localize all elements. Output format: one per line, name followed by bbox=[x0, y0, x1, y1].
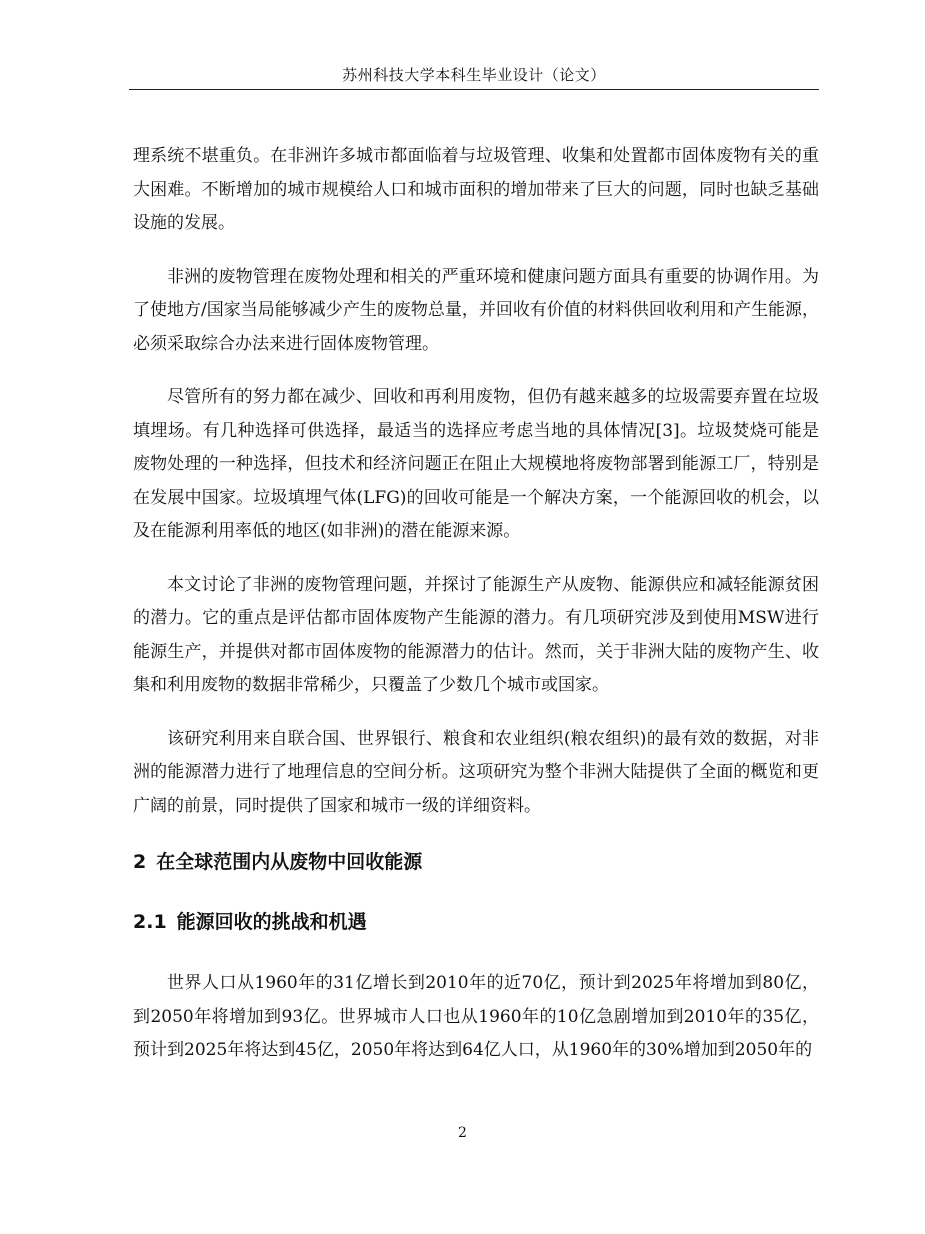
subsection-number: 2.1 bbox=[133, 911, 167, 933]
paragraph-landfill: 尽管所有的努力都在减少、回收和再利用废物，但仍有越来越多的垃圾需要弃置在垃圾填埋场。有几种选择可供选择，最适当的选择应考虑当地的具体情况[3]。垃圾焚烧可能是废物处理的一种选择，但技术和经济问题正在阻止大规模地将废物部署到能源工厂，特别是在发展中国家。垃圾填埋气体(LFG)的回收可能是一个解决方案，一个能源回收的机会，以及在能源利用率低的地区(如非洲)的潜在能源来源。 bbox=[133, 387, 819, 541]
section-number: 2 bbox=[133, 851, 147, 873]
subsection-heading-2-1 bbox=[133, 907, 819, 937]
subsection-title: 能源回收的挑战和机遇 bbox=[176, 911, 367, 933]
header-divider bbox=[129, 89, 819, 90]
paragraph-data-sources: 该研究利用来自联合国、世界银行、粮食和农业组织(粮农组织)的最有效的数据，对非洲的能源潜力进行了地理信息的空间分析。这项研究为整个非洲大陆提供了全面的概览和更广阔的前景，同时提供了国家和城市一级的详细资料。 bbox=[133, 728, 819, 816]
running-header: 苏州科技大学本科生毕业设计（论文） bbox=[342, 66, 606, 84]
section-heading-2 bbox=[133, 847, 819, 877]
paragraph-waste-management: 非洲的废物管理在废物处理和相关的严重环境和健康问题方面具有重要的协调作用。为了使地方/国家当局能够减少产生的废物总量，并回收有价值的材料供回收利用和产生能源，必须采取综合办法来进行固体废物管理。 bbox=[133, 266, 819, 354]
paragraph-continued: 理系统不堪重负。在非洲许多城市都面临着与垃圾管理、收集和处置都市固体废物有关的重大困难。不断增加的城市规模给人口和城市面积的增加带来了巨大的问题，同时也缺乏基础设施的发展。 bbox=[133, 146, 819, 233]
paragraph-paper-scope: 本文讨论了非洲的废物管理问题，并探讨了能源生产从废物、能源供应和减轻能源贫困的潜力。它的重点是评估都市固体废物产生能源的潜力。有几项研究涉及到使用MSW进行能源生产，并提供对都市固体废物的能源潜力的估计。然而，关于非洲大陆的废物产生、收集和利用废物的数据非常稀少，只覆盖了少数几个城市或国家。 bbox=[133, 574, 819, 695]
section-title: 在全球范围内从废物中回收能源 bbox=[156, 851, 423, 873]
page-body bbox=[133, 140, 819, 1088]
page-number: 2 bbox=[458, 1125, 467, 1141]
paragraph-population: 世界人口从1960年的31亿增长到2010年的近70亿，预计到2025年将增加到80亿，到2050年将增加到93亿。世界城市人口也从1960年的10亿急剧增加到2010年的35亿，预计到2025年将达到45亿，2050年将达到64亿人口，从1960年的30%增加到2050年的 bbox=[133, 973, 819, 1060]
